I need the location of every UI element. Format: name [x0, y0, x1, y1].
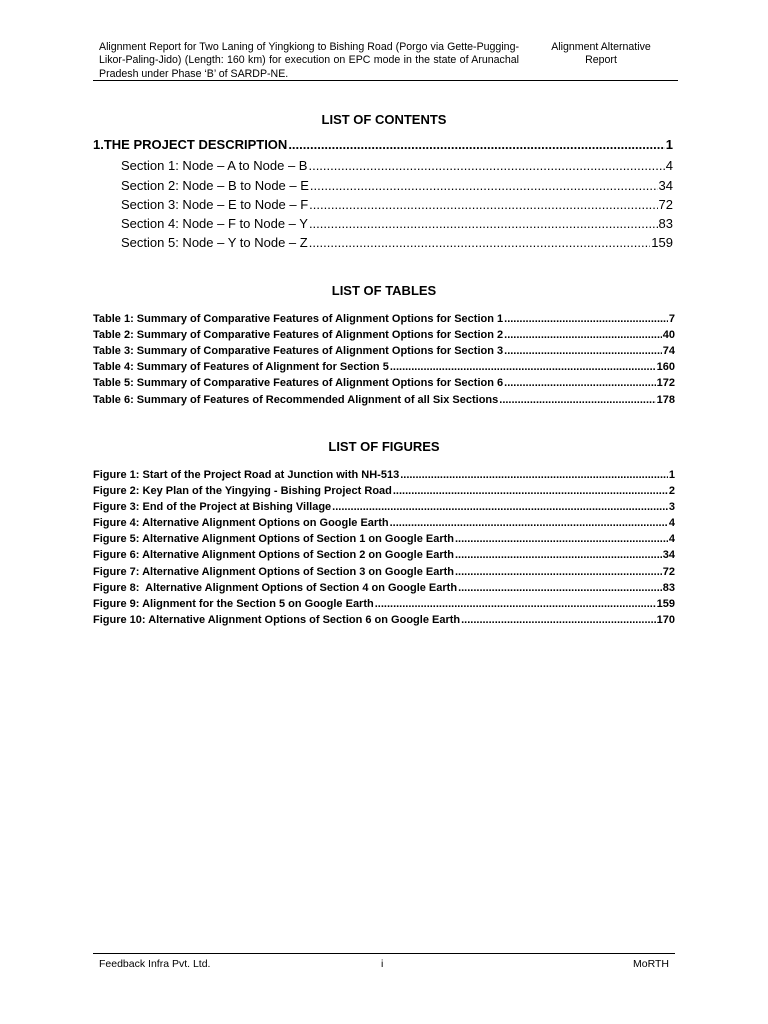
- toc-entry-label: Section 3: Node – E to Node – F: [121, 197, 309, 212]
- figure-entry-label: Figure 3: End of the Project at Bishing Village: [93, 501, 332, 513]
- toc-entry-page: 1: [665, 137, 673, 152]
- table-entry-4[interactable]: [93, 361, 675, 373]
- toc-entry-label: 1.THE PROJECT DESCRIPTION: [93, 137, 288, 152]
- table-entry-page: 40: [662, 329, 675, 341]
- toc-entry-label: Section 4: Node – F to Node – Y: [121, 216, 308, 231]
- figure-entry-label: Figure 10: Alternative Alignment Options of Section 6 on Google Earth: [93, 614, 461, 626]
- table-entry-label: Table 2: Summary of Comparative Features of Alignment Options for Section 2: [93, 329, 504, 341]
- tables-heading: LIST OF TABLES: [331, 283, 437, 298]
- toc-entry-label: Section 1: Node – A to Node – B: [121, 158, 308, 173]
- toc-entry-project-description[interactable]: [93, 137, 673, 152]
- dot-leader: [308, 158, 664, 173]
- dot-leader: [375, 598, 656, 610]
- toc-entry-section-4[interactable]: [121, 216, 673, 231]
- figure-entry-8[interactable]: [93, 582, 675, 594]
- toc-entry-section-3[interactable]: [121, 197, 673, 212]
- header-report-title: Alignment Report for Two Laning of Yingkiong to Bishing Road (Porgo via Gette-Pugging-Likor-Paling-Jido) (Length: 160 km) for execution on EPC mode in the state of Arunachal Pradesh under Phase ‘B’ of SARDP-NE.: [99, 41, 519, 80]
- dot-leader: [461, 614, 656, 626]
- dot-leader: [455, 566, 662, 578]
- figure-entry-page: 159: [656, 598, 675, 610]
- dot-leader: [309, 197, 657, 212]
- table-entry-label: Table 5: Summary of Comparative Features of Alignment Options for Section 6: [93, 377, 504, 389]
- footer-client: MoRTH: [633, 958, 669, 970]
- toc-entry-section-2[interactable]: [121, 178, 673, 193]
- dot-leader: [309, 235, 651, 250]
- figure-entry-page: 4: [668, 517, 675, 529]
- figure-entry-3[interactable]: [93, 501, 675, 513]
- page-footer: [93, 953, 675, 970]
- figure-entry-10[interactable]: [93, 614, 675, 626]
- figure-entry-4[interactable]: [93, 517, 675, 529]
- figure-entry-label: Figure 4: Alternative Alignment Options on Google Earth: [93, 517, 389, 529]
- figure-entry-label: Figure 5: Alternative Alignment Options of Section 1 on Google Earth: [93, 533, 454, 545]
- table-entry-5[interactable]: [93, 377, 675, 389]
- dot-leader: [332, 501, 668, 513]
- figure-entry-page: 3: [668, 501, 675, 513]
- table-entry-1[interactable]: [93, 313, 675, 325]
- figure-entry-page: 2: [668, 485, 675, 497]
- dot-leader: [504, 329, 662, 341]
- dot-leader: [288, 137, 664, 152]
- figures-heading: LIST OF FIGURES: [328, 439, 440, 454]
- figure-entry-1[interactable]: [93, 469, 675, 481]
- figure-entry-page: 83: [662, 582, 675, 594]
- figure-entry-page: 4: [668, 533, 675, 545]
- figure-entry-label: Figure 7: Alternative Alignment Options of Section 3 on Google Earth: [93, 566, 454, 578]
- figure-entry-label: Figure 1: Start of the Project Road at Junction with NH-513: [93, 469, 400, 481]
- header-report-type: Alignment Alternative Report: [551, 41, 651, 67]
- figure-entry-page: 1: [668, 469, 675, 481]
- table-entry-label: Table 3: Summary of Comparative Features of Alignment Options for Section 3: [93, 345, 504, 357]
- toc-entry-page: 83: [658, 216, 673, 231]
- dot-leader: [504, 313, 668, 325]
- dot-leader: [400, 469, 668, 481]
- toc-entry-page: 34: [658, 178, 673, 193]
- figure-entry-page: 34: [662, 549, 675, 561]
- table-entry-label: Table 4: Summary of Features of Alignment for Section 5: [93, 361, 389, 373]
- dot-leader: [458, 582, 662, 594]
- toc-entry-label: Section 2: Node – B to Node – E: [121, 178, 309, 193]
- figure-entry-label: Figure 2: Key Plan of the Yingying - Bishing Project Road: [93, 485, 392, 497]
- dot-leader: [504, 345, 662, 357]
- contents-heading: LIST OF CONTENTS: [321, 112, 447, 127]
- figure-entry-label: Figure 9: Alignment for the Section 5 on Google Earth: [93, 598, 374, 610]
- toc-entry-page: 72: [658, 197, 673, 212]
- figure-entry-2[interactable]: [93, 485, 675, 497]
- table-entry-page: 160: [656, 361, 675, 373]
- dot-leader: [390, 361, 656, 373]
- dot-leader: [310, 178, 658, 193]
- toc-entry-label: Section 5: Node – Y to Node – Z: [121, 235, 308, 250]
- toc-entry-page: 159: [651, 235, 673, 250]
- dot-leader: [455, 549, 662, 561]
- figure-entry-5[interactable]: [93, 533, 675, 545]
- dot-leader: [499, 394, 655, 406]
- table-entry-2[interactable]: [93, 329, 675, 341]
- figure-entry-6[interactable]: [93, 549, 675, 561]
- dot-leader: [309, 216, 658, 231]
- table-entry-label: Table 6: Summary of Features of Recommended Alignment of all Six Sections: [93, 394, 499, 406]
- figure-entry-label: Figure 6: Alternative Alignment Options of Section 2 on Google Earth: [93, 549, 454, 561]
- figure-entry-page: 72: [662, 566, 675, 578]
- toc-entry-page: 4: [665, 158, 673, 173]
- figure-entry-page: 170: [656, 614, 675, 626]
- table-entry-3[interactable]: [93, 345, 675, 357]
- table-entry-page: 74: [662, 345, 675, 357]
- dot-leader: [504, 377, 656, 389]
- figure-entry-7[interactable]: [93, 566, 675, 578]
- toc-entry-section-5[interactable]: [121, 235, 673, 250]
- toc-entry-section-1[interactable]: [121, 158, 673, 173]
- footer-page-number: i: [381, 958, 384, 970]
- table-entry-label: Table 1: Summary of Comparative Features of Alignment Options for Section 1: [93, 313, 504, 325]
- figure-entry-9[interactable]: [93, 598, 675, 610]
- dot-leader: [455, 533, 668, 545]
- table-entry-6[interactable]: [93, 394, 675, 406]
- table-entry-page: 7: [668, 313, 675, 325]
- table-entry-page: 172: [656, 377, 675, 389]
- footer-company: Feedback Infra Pvt. Ltd.: [99, 958, 211, 970]
- table-entry-page: 178: [656, 394, 675, 406]
- figure-entry-label: Figure 8: Alternative Alignment Options of Section 4 on Google Earth: [93, 582, 458, 594]
- dot-leader: [390, 517, 668, 529]
- dot-leader: [393, 485, 668, 497]
- page-header: [93, 40, 678, 81]
